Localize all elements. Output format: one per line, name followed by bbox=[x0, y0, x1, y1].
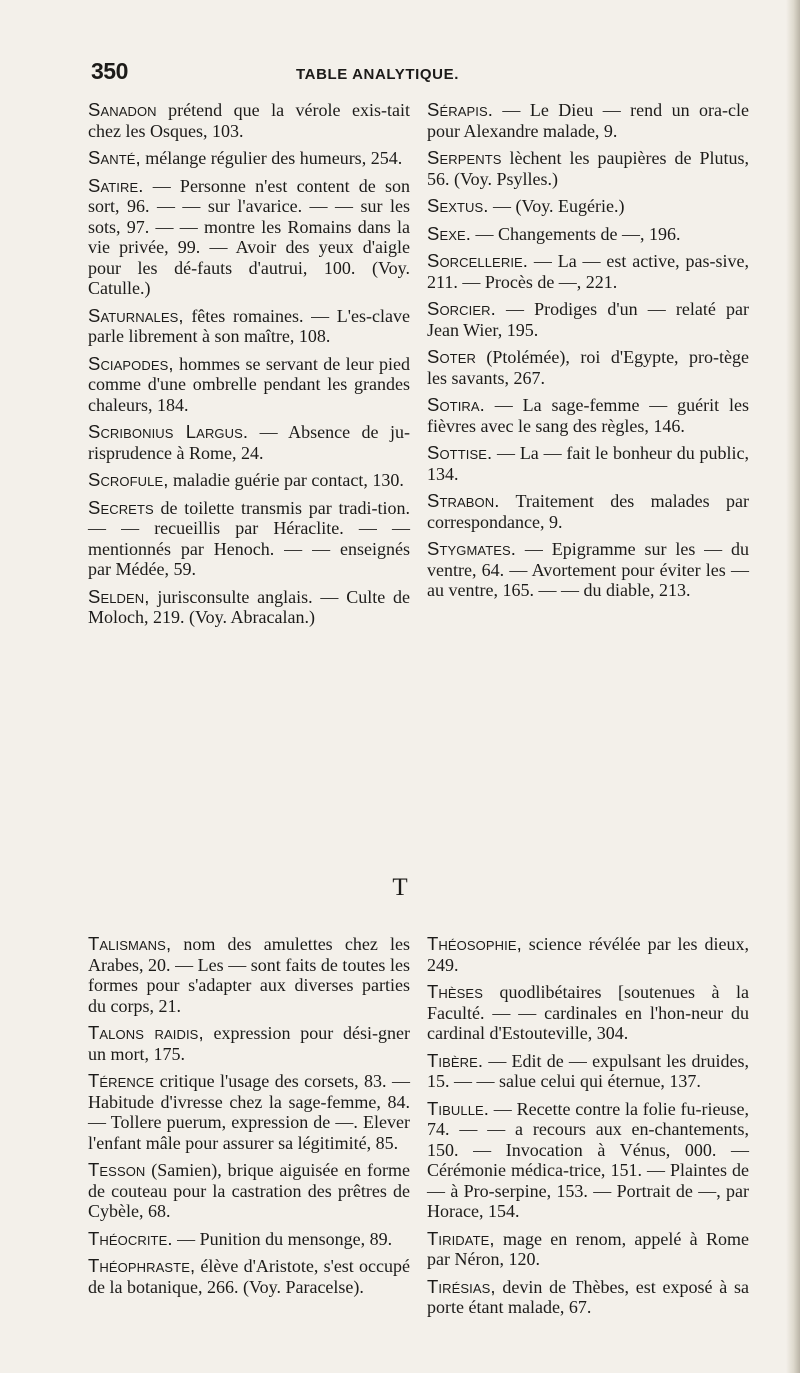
index-entry bbox=[88, 1071, 410, 1153]
index-entry bbox=[88, 470, 410, 491]
entry-text: quodlibétaires [soutenues à la Faculté. — — cardinales en l'hon-neur du cardinal d'Estouteville, 304. bbox=[427, 982, 749, 1043]
index-entry bbox=[88, 354, 410, 416]
entry-text: critique l'usage des corsets, 83. — Habitude d'ivresse chez la sage-femme, 84. — Tollere puerum, expression de —. Elever l'enfant mâle pour assurer sa légitimité, 85. bbox=[88, 1071, 410, 1153]
index-entry bbox=[88, 176, 410, 299]
entry-text: fêtes romaines. — L'es-clave parle librement à son maître, 108. bbox=[88, 305, 410, 346]
entry-headword: Selden, bbox=[88, 585, 150, 607]
section-s-left-column bbox=[88, 100, 410, 635]
section-s-right-column bbox=[427, 100, 749, 608]
entry-headword: Scribonius Largus. bbox=[88, 421, 249, 442]
entry-text: — (Voy. Eugérie.) bbox=[488, 196, 625, 216]
entry-headword: Sorcellerie. bbox=[427, 250, 529, 271]
index-entry bbox=[88, 306, 410, 347]
entry-text: — Changements de —, 196. bbox=[471, 223, 681, 244]
entry-headword: Thèses bbox=[427, 981, 483, 1002]
section-t-right-column bbox=[427, 934, 749, 1325]
index-entry bbox=[427, 100, 749, 141]
entry-headword: Tesson bbox=[88, 1159, 146, 1180]
entry-text: — Epigramme sur les — du ventre, 64. — Avortement pour éviter les — au ventre, 165. — — du diable, 213. bbox=[427, 539, 749, 600]
index-entry bbox=[427, 251, 749, 292]
entry-headword: Sanadon bbox=[88, 99, 157, 120]
index-entry bbox=[427, 491, 749, 532]
index-entry bbox=[427, 443, 749, 484]
index-entry bbox=[88, 587, 410, 628]
index-entry bbox=[427, 299, 749, 340]
page-number: 350 bbox=[91, 58, 128, 84]
index-entry bbox=[88, 100, 410, 141]
entry-text: expression pour dési-gner un mort, 175. bbox=[88, 1023, 410, 1064]
running-title: TABLE ANALYTIQUE. bbox=[296, 66, 459, 83]
index-entry bbox=[427, 982, 749, 1044]
entry-headword: Sérapis. bbox=[427, 99, 493, 120]
entry-headword: Talons raidis, bbox=[88, 1022, 204, 1043]
entry-text: lèchent les paupières de Plutus, 56. (Voy. Psylles.) bbox=[427, 148, 749, 189]
entry-headword: Stygmates. bbox=[427, 538, 517, 559]
entry-headword: Térence bbox=[88, 1070, 155, 1091]
entry-text: — Le Dieu — rend un ora-cle pour Alexandre malade, 9. bbox=[427, 100, 749, 141]
index-entry bbox=[88, 1023, 410, 1064]
index-entry bbox=[88, 1256, 410, 1297]
entry-headword: Soter bbox=[427, 346, 476, 367]
index-entry bbox=[88, 1160, 410, 1222]
page-header bbox=[0, 58, 800, 88]
letter-heading: T bbox=[392, 874, 408, 901]
entry-headword: Secrets bbox=[88, 496, 154, 518]
entry-headword: Tirésias, bbox=[427, 1275, 496, 1297]
entry-headword: Serpents bbox=[427, 147, 502, 168]
entry-text: (Samien), brique aiguisée en forme de couteau pour la castration des prêtres de Cybèle, 68. bbox=[88, 1160, 410, 1221]
entry-text: — La — fait le bonheur du public, 134. bbox=[427, 443, 749, 484]
index-entry bbox=[427, 1277, 749, 1318]
entry-headword: Tibulle. bbox=[427, 1097, 490, 1119]
entry-text: science révélée par les dieux, 249. bbox=[427, 934, 749, 975]
index-entry bbox=[88, 422, 410, 463]
entry-text: — La sage-femme — guérit les fièvres avec le sang des règles, 146. bbox=[427, 395, 749, 436]
entry-text: — Punition du mensonge, 89. bbox=[172, 1228, 393, 1249]
index-entry bbox=[88, 1229, 410, 1250]
entry-headword: Sotira. bbox=[427, 394, 485, 415]
entry-text: — La — est active, pas-sive, 211. — Procès de —, 221. bbox=[427, 251, 749, 292]
entry-text: — Personne n'est content de son sort, 96. — — sur l'avarice. — — sur les sots, 97. — — montre les Romains dans la vie privée, 99. — Avoir des yeux d'aigle pour les dé-fauts d'autrui, 100. (Voy. Catulle.) bbox=[88, 175, 410, 298]
entry-text: prétend que la vérole exis-tait chez les Osques, 103. bbox=[88, 100, 410, 141]
index-entry bbox=[427, 1099, 749, 1222]
entry-text: élève d'Aristote, s'est occupé de la botanique, 266. (Voy. Paracelse). bbox=[88, 1256, 410, 1297]
entry-text: — Absence de ju-risprudence à Rome, 24. bbox=[88, 422, 410, 463]
entry-text: jurisconsulte anglais. — Culte de Moloch, 219. (Voy. Abracalan.) bbox=[88, 586, 410, 627]
entry-headword: Tibère. bbox=[427, 1049, 484, 1071]
entry-text: mélange régulier des humeurs, 254. bbox=[140, 148, 403, 168]
entry-headword: Théosophie, bbox=[427, 933, 522, 954]
entry-headword: Saturnales, bbox=[88, 304, 184, 326]
index-entry bbox=[427, 347, 749, 388]
entry-text: (Ptolémée), roi d'Egypte, pro-tège les savants, 267. bbox=[427, 347, 749, 388]
index-entry bbox=[88, 934, 410, 1016]
entry-headword: Sextus. bbox=[427, 195, 489, 216]
entry-text: — Edit de — expulsant les druides, 15. — — salue celui qui éternue, 137. bbox=[427, 1050, 749, 1091]
page-edge-shadow bbox=[786, 0, 800, 1373]
index-entry bbox=[427, 1051, 749, 1092]
entry-text: devin de Thèbes, est exposé à sa porte étant malade, 67. bbox=[427, 1276, 749, 1317]
index-entry bbox=[427, 148, 749, 189]
index-entry bbox=[88, 148, 410, 169]
entry-text: hommes se servant de leur pied comme d'une ombrelle pendant les grandes chaleurs, 184. bbox=[88, 353, 410, 415]
entry-headword: Sexe. bbox=[427, 222, 471, 244]
entry-text: de toilette transmis par tradi-tion. — — recueillis par Héraclite. — — mentionnés par Henoch. — — enseignés par Médée, 59. bbox=[88, 497, 410, 579]
entry-headword: Scrofule, bbox=[88, 469, 169, 490]
entry-text: nom des amulettes chez les Arabes, 20. — Les — sont faits de toutes les formes pour s'adapter aux diverses parties du corps, 21. bbox=[88, 934, 410, 1016]
index-entry bbox=[427, 196, 749, 217]
entry-text: Traitement des malades par correspondance, 9. bbox=[427, 491, 749, 532]
entry-headword: Santé, bbox=[88, 147, 141, 168]
entry-headword: Sciapodes, bbox=[88, 352, 174, 374]
entry-headword: Sorcier. bbox=[427, 298, 496, 319]
index-entry bbox=[427, 934, 749, 975]
index-entry bbox=[427, 395, 749, 436]
entry-headword: Sottise. bbox=[427, 442, 493, 463]
entry-headword: Satire. bbox=[88, 174, 144, 196]
index-entry bbox=[427, 539, 749, 601]
entry-headword: Théocrite. bbox=[88, 1227, 173, 1249]
entry-text: — Recette contre la folie fu-rieuse, 74. — — a recours aux en-chantements, 150. — Invocation à Vénus, 000. — Cérémonie médica-trice, 151. — Plaintes de — à Pro-serpine, 153. — Portrait de —, par Horace, 154. bbox=[427, 1098, 749, 1221]
entry-headword: Tiridate, bbox=[427, 1227, 495, 1249]
entry-text: mage en renom, appelé à Rome par Néron, 120. bbox=[427, 1228, 749, 1269]
index-entry bbox=[427, 1229, 749, 1270]
index-entry bbox=[88, 498, 410, 580]
entry-headword: Talismans, bbox=[88, 933, 172, 954]
section-t-left-column bbox=[88, 934, 410, 1304]
index-entry bbox=[427, 224, 749, 245]
entry-headword: Strabon. bbox=[427, 490, 500, 511]
entry-text: maladie guérie par contact, 130. bbox=[168, 470, 404, 490]
entry-headword: Théophraste, bbox=[88, 1255, 196, 1276]
entry-text: — Prodiges d'un — relaté par Jean Wier, 195. bbox=[427, 299, 749, 340]
